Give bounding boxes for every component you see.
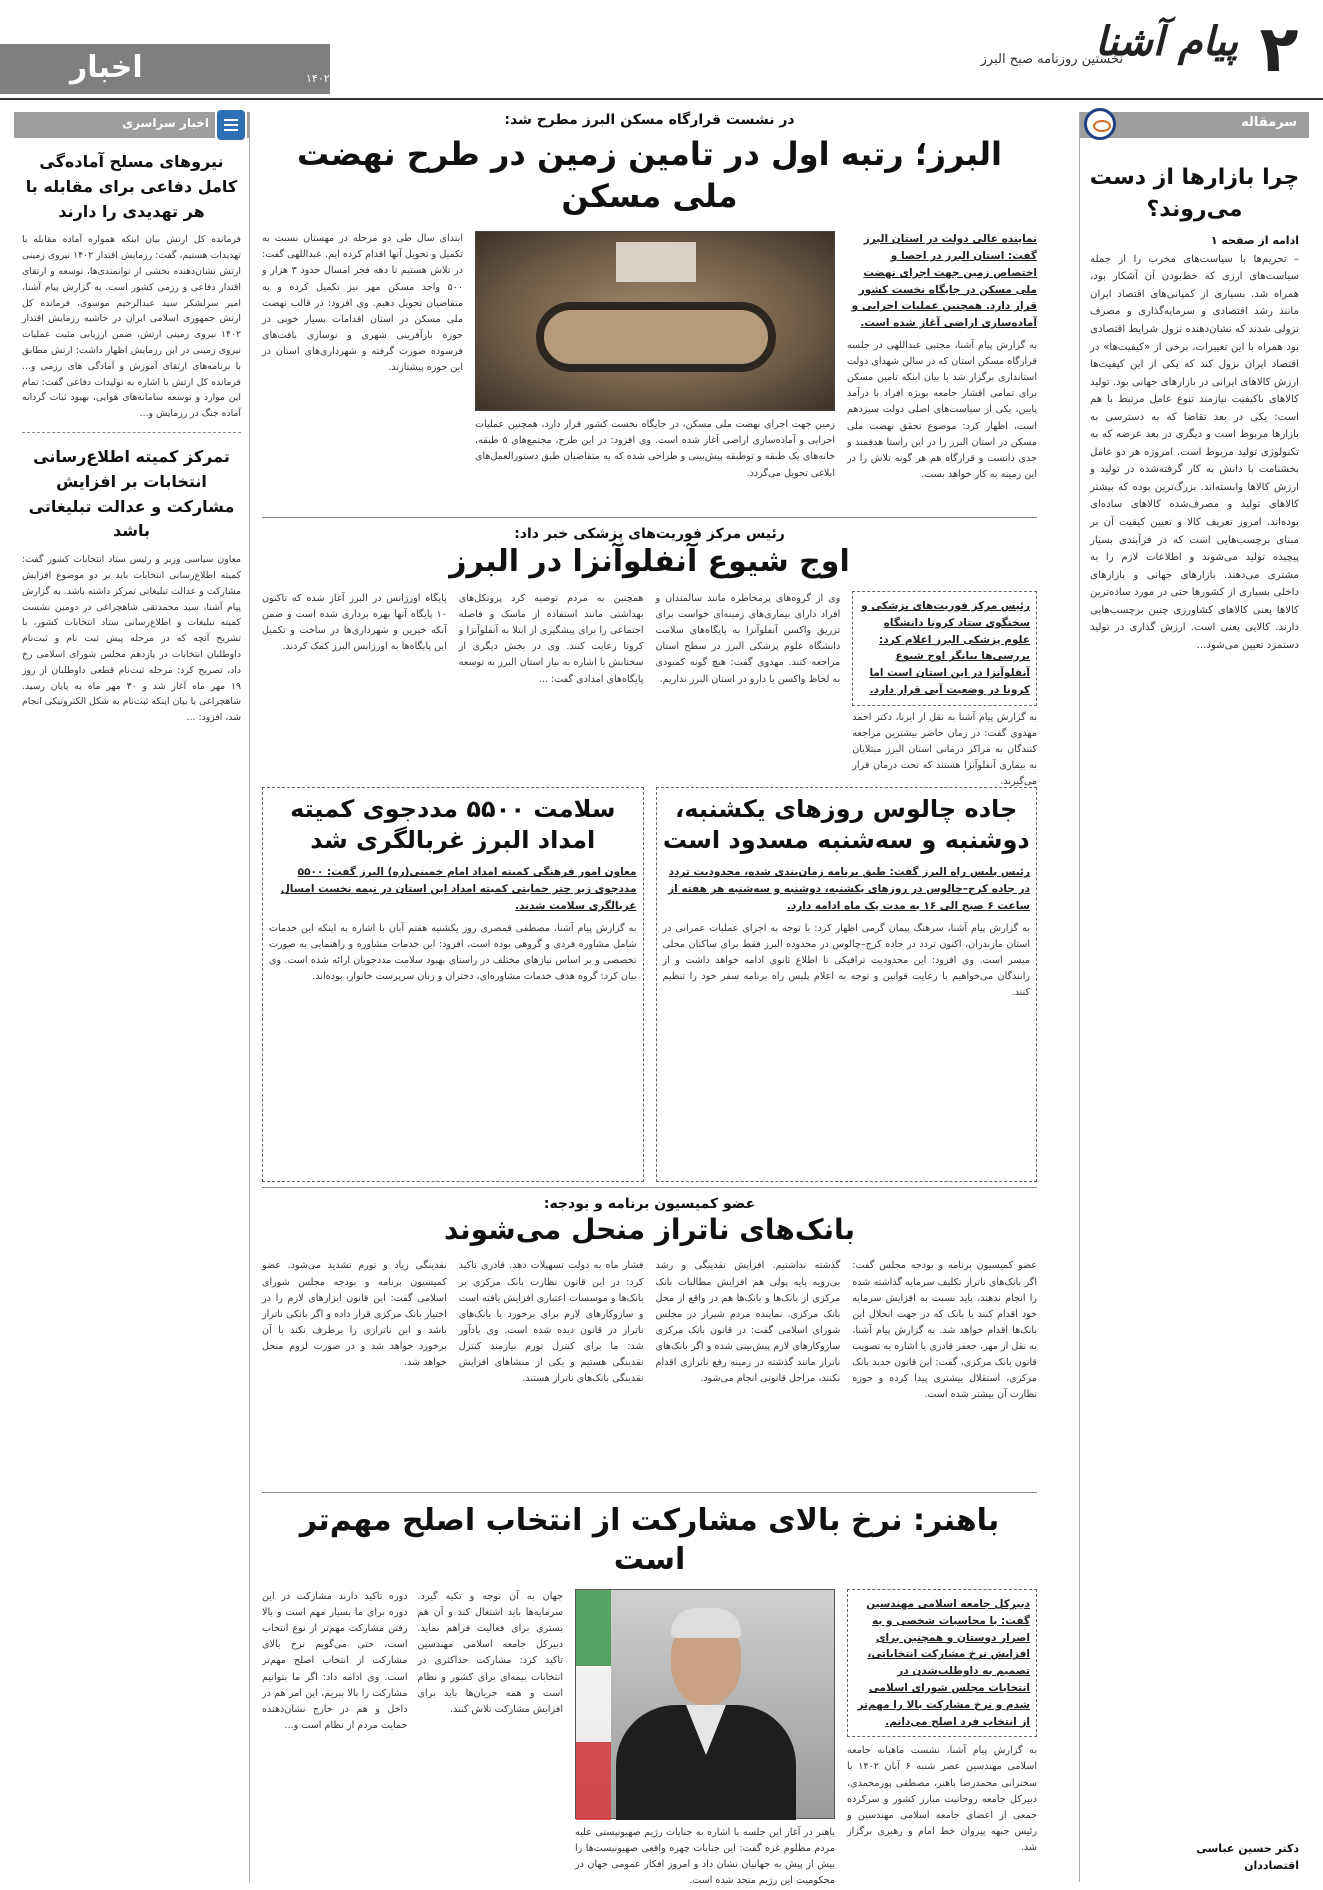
election-committee-title: تمرکز کمیته اطلاع‌رسانی انتخابات بر افزایش مشارکت و عدالت تبلیغاتی باشد	[28, 446, 235, 541]
bahonar-headline: باهنر: نرخ بالای مشارکت از انتخاب اصلح مهم‌تر است	[299, 1503, 1000, 1577]
masthead	[0, 0, 1323, 100]
flag-graphic	[576, 1590, 611, 1820]
photo-screen	[616, 242, 696, 282]
banks-col-4: نقدینگی زیاد و تورم تشدید می‌شود. عضو کمیسیون برنامه و بودجه مجلس شورای اسلامی گفت: این قانون ابزارهای لازم را در اختیار بانک مرکزی قرار داده و اگر بانکی ناتراز باشد و این ناترازی را برطرف نکند با آن برخورد خواهد شد و در صورت لزوم منحل خواهد شد.	[262, 1260, 447, 1369]
banks-kicker: عضو کمیسیون برنامه و بودجه:	[543, 1196, 756, 1212]
author-role: اقتصاددان	[1244, 1858, 1299, 1872]
housing-kicker: در نشست قرارگاه مسکن البرز مطرح شد:	[504, 112, 795, 128]
chalus-story	[656, 787, 1038, 1182]
notepad-icon	[215, 108, 247, 142]
relief-headline: سلامت ۵۵۰۰ مددجوی کمیته امداد البرز غربالگری شد	[290, 795, 616, 855]
armed-forces-title: نیروهای مسلح آماده‌گی کامل دفاعی برای مقابله با هر تهدیدی را دارند	[25, 152, 238, 221]
meeting-photo	[475, 231, 835, 411]
bahonar-body-2: باهنر در آغاز این جلسه با اشاره به جنایات رژیم صهیونیستی علیه مردم مظلوم غزه گفت: این جنایات چهره واقعی صهیونیست‌ها را بیش از پیش به جهانیان نشان داد و امروز افکار عمومی جهان در محکومیت این رژیم متحد شده است.	[575, 1827, 835, 1887]
flu-body-1: به گزارش پیام آشنا به نقل از ایرنا، دکتر احمد مهدوی گفت: در زمان حاضر بیشترین مراجعه کنندگان به مراکز درمانی استان البرز مبتلایان به بیماری آنفلوآنزا هستند که تحت درمان قرار می‌گیرند.	[852, 711, 1037, 788]
flu-body-2: وی از گروه‌های پرمخاطره مانند سالمندان و افراد دارای بیماری‌های زمینه‌ای خواست برای تزریق واکسن آنفلوآنزا به پایگاه‌های سلامت دانشگاه علوم پزشکی البرز در سطح استان مراجعه کنند. مهدوی گفت: هیچ گونه کمبودی به لحاظ واکسن یا دارو در استان البرز نداریم.	[655, 593, 841, 685]
editorial-body: – تحریم‌ها با سیاست‌های مخرب را از جمله سیاست‌های ارزی که خط‌بودن آن آشکار بود، همراه شد. بسیاری از کمپانی‌های اقتصاد ایران مانند رشد اقتصادی و سرمایه‌گذاری و مصرف نزولی شدند که نشان‌دهنده نزول شرایط اقتصادی بود همراه با این تغییرات، برخی از «کیفیت‌ها» در اقتصاد ایران نزول کند که یکی از این کیفیت‌ها ارزش کالاهای ایرانی در بازارهای جهانی بود. تولید کالاهای باکیفیت نیازمند تنوع عامل مرتبط با هم است: یکی در بعد تقاضا که به دسترسی به بازارها مربوط است و دیگری در بعد عرضه که به تکنولوژی تولید مربوط است. امروزه هر دو عامل بخشنامت با دانش به کار گرفته‌شده در تولید و ارزش کالاها وابسته‌اند. بزرگ‌ترین بوده که بیشتر کالاهای تولید و مصرف‌شده کالاهای ساده‌ای بوده‌اند. امروز تعریف کالا و تعیین کیفیت آن بر مبنای برچسب‌هایی است که در فرآیندی بسیار پیچیده تولید می‌شوند و اطلاعات لازم را به مشتری می‌دهند. بازارهای جهانی و بازارهای داخلی بسیاری از کشورها حتی در مورد ساده‌ترین کالاها یعنی کالاهای کشاورزی چنین برچسب‌هایی دارند. کالایی یعنی است. ارزش گذاری در تولید دستمزد تعیین می‌شود...	[1090, 253, 1299, 651]
section-title: اخبار	[70, 50, 143, 85]
housing-body-3: ابتدای سال طی دو مرحله در مهستان نسبت به تکمیل و تحویل آنها اقدام کرده ایم. عبداللهی گفت: در تلاش هستیم تا دهه فجر امسال حدود ۳ هزار و ۵۰۰ واحد مسکن مهر نیز تکمیل کرده و به متقاضیان تحویل دهیم. وی افزود: در قالب نهضت ملی مسکن در استان اقدامات بسیار خوبی در حوزه بازآفرینی شهری و نوسازی بافت‌های فرسوده صورت گرفته و شهرداری‌های استان در این حوزه پیشتازند.	[262, 233, 464, 374]
chalus-summary: رئیس پلیس راه البرز گفت: طبق برنامه زمان‌بندی شده، محدودیت تردد در جاده کرج–چالوس در روزهای یکشنبه، دوشنبه و سه‌شنبه هر هفته از ساعت ۶ صبح الی ۱۶ به مدت یک ماه ادامه دارد.	[668, 866, 1030, 912]
bahonar-body-1: به گزارش پیام آشنا، نشست ماهیانه جامعه اسلامی مهندسین عصر شنبه ۶ آبان ۱۴۰۲ با سخنرانی محمدرضا باهنر، مصطفی پورمحمدی، دبیرکل جامعه روحانیت مبارز کشور و سرکرده جمعی از اعضای جامعه اسلامی مهندسین و رئیس جبهه پیروان خط امام و رهبری برگزار شد.	[847, 1745, 1037, 1854]
flu-story	[262, 517, 1037, 788]
housing-headline: البرز؛ رتبه اول در تامین زمین در طرح نهضت ملی مسکن	[297, 135, 1002, 215]
editorial-label-bar	[1080, 112, 1309, 138]
national-news-label-bar	[14, 112, 249, 138]
flu-summary: رئیس مرکز فوریت‌های پزشکی و سخنگوی ستاد کرونا دانشگاه علوم پزشکی البرز اعلام کرد: بررسی‌ها بیانگر اوج شیوع آنفلوآنزا در این استان است اما کرونا در وضعیت آبی قرار دارد.	[852, 591, 1037, 706]
bahonar-body-3: جهان به آن توجه و تکیه گیرد. سرمایه‌ها باید اشتغال کند و آن هم بستری برای فعالیت فراهم نماید. دبیرکل جامعه اسلامی مهندسین تاکید کرد: مشارکت حداکثری در انتخابات بیمه‌ای برای کشور و نظام است و همه جریان‌ها باید برای افزایش مشارکت تلاش کنند.	[417, 1591, 563, 1715]
housing-summary: نماینده عالی دولت در استان البرز گفت: استان البرز در احصا و اختصاص زمین جهت اجرای نهضت ملی مسکن در جایگاه نخست کشور قرار دارد. همچنین عملیات اجرایی و آماده‌سازی اراضی آغاز شده است.	[851, 233, 1037, 330]
banks-story	[262, 1187, 1037, 1487]
bahonar-story	[262, 1492, 1037, 1887]
page-number: ۲	[1259, 13, 1299, 87]
issue-number: شماره ۲۴۰۴	[352, 52, 410, 65]
bahonar-photo	[575, 1589, 835, 1819]
banks-col-1: عضو کمیسیون برنامه و بودجه مجلس گفت: اگر بانک‌های ناتراز تکلیف سرمایه‌ گذاشته شده را انجام ندهند، باید نسبت به افزایش سرمایه خود اقدام کنند یا بانک که در جهت انحلال این بانک‌ها اقدام خواهد شد. به گزارش پیام آشنا، به نقل از مهر، جعفر قادری با اشاره به تصویب قانون بانک مرکزی، گفت: این قانون جدید بانک مرکزی، استقلال بیشتری پیدا کرده و حوزه نظارت آن بیشتر شده است.	[852, 1260, 1037, 1401]
relief-story	[262, 787, 644, 1182]
flu-body-4: پایگاه اورژانس در البرز آغاز شده که تاکنون ۱۰ پایگاه آنها بهره برداری شده است و ضمن آنکه خیرین و شهرداری‌ها در ساخت و تکمیل این پایگاه‌ها به اورژانس البرز کمک کردند.	[262, 593, 447, 653]
newspaper-tagline: نخستین روزنامه صبح البرز	[980, 52, 1123, 67]
author-name: دکتر حسین عباسی	[1196, 1842, 1299, 1855]
editorial-label: سرمقاله	[1241, 115, 1297, 130]
center-content	[262, 112, 1037, 1887]
election-committee-body: معاون سیاسی وزیر و رئیس ستاد انتخابات کشور گفت: کمیته اطلاع‌رسانی انتخابات باید بر دو موضوع افزایش مشارکت و عدالت تبلیغاتی تمرکز داشته باشد. به گزارش پیام آشنا، سید محمدتقی شاهچراغی در دومین نشست کمیته تبلیغات و اطلاع‌رسانی ستاد انتخابات کشور، با تشریح آنچه که در مرحله پیش ثبت نام و ثبت‌نام داوطلبان انتخابات در یازدهم مجلس شورای اسلامی رخ داد، تصریح کرد: مرحله ثبت‌نام قطعی داوطلبان از روز ۱۹ مهر ماه آغاز شد و ۳۰ مهر ماه به پایان رسید. شاهچراغی با بیان اینکه ثبت‌نام به شکل الکترونیکی انجام شد، افزود: ...	[22, 554, 241, 724]
issue-date: دوشنبه / ۸ آبان / ۱۴۰۲	[306, 72, 410, 85]
bahonar-summary: دبیرکل جامعه اسلامی مهندسین گفت: با محاسبات شخصی و به اصرار دوستان و همچنین برای افزایش نرخ مشارکت انتخاباتی، تصمیم به داوطلب‌شدن در انتخابات مجلس شورای اسلامی شدم و نرخ مشارکت بالا را مهم‌تر از انتخاب فرد اصلح می‌دانم.	[847, 1589, 1037, 1737]
photo-hair	[671, 1608, 741, 1638]
banks-col-3: فشار ماه به دولت تسهیلات دهد. قادری تاکید کرد: در این قانون نظارت بانک مرکزی بر بانک‌ها و موسسات اعتباری افزایش یافته است و سازوکارهای لازم برای برخورد با بانک‌های ناتراز در قانون دیده شده است. وی یادآور شد: ما برای کنترل تورم نیازمند کنترل نقدینگی هستیم و یکی از منشاهای افزایش نقدینگی بانک‌های ناتراز هستند.	[458, 1260, 644, 1385]
eye-icon	[1084, 108, 1116, 140]
housing-body-2: زمین جهت اجرای نهضت ملی مسکن، در جایگاه نخست کشور قرار دارد، همچنین عملیات اجرایی و آماده‌سازی اراضی آغاز شده است. وی افزود: در این طرح، مجتمع‌های ۵ طبقه، خانه‌های یک طبقه و توطبقه پیش‌بینی و طراحی شده که به متقاضیان طبق دستورالعمل‌های ابلاغی تحویل می‌گردد.	[475, 419, 835, 479]
divider	[22, 432, 241, 433]
banks-headline: بانک‌های ناتراز منحل می‌شوند	[443, 1213, 856, 1246]
photo-table	[536, 302, 776, 372]
flu-body-3: همچنین به مردم توصیه کرد پروتکل‌های بهداشتی مانند استفاده از ماسک و فاصله اجتماعی را برای پیشگیری از ابتلا به آنفلوآنزا و کرونا رعایت کنند. وی در بخش دیگری از سخنانش با اشاره به نیاز استان البرز به توسعه پایگاه‌های امدادی گفت: ...	[458, 593, 644, 685]
chalus-body: به گزارش پیام آشنا، سرهنگ پیمان گرمی اظهار کرد: با توجه به اجرای عملیات عمرانی در استان مازندران، اکنون تردد در جاده کرج–چالوس در محدوده البرز فقط برای ساکنان محلی میسر است. وی افزود: این محدودیت ترافیکی تا اطلاع ثانوی ادامه خواهد داشت و از رانندگان می‌خواهیم با رعایت قوانین و توجه به اعلام پلیس راه برنامه سفر خود را تنظیم کنند.	[662, 922, 1030, 999]
editorial-continued: ادامه از صفحه ۱	[1210, 233, 1299, 247]
flu-kicker: رئیس مرکز فوریت‌های پزشکی خبر داد:	[514, 526, 785, 542]
editorial-title: چرا بازارها از دست می‌روند؟	[1089, 165, 1300, 222]
editorial-author	[1196, 1841, 1299, 1874]
relief-summary: معاون امور فرهنگی کمیته امداد امام خمینی(ره) البرز گفت: ۵۵۰۰ مددجوی زیر چتر حمایتی کمیته امداد این استان در نیمه نخست امسال غربالگری سلامت شدند.	[280, 866, 637, 912]
chalus-headline: جاده چالوس روزهای یکشنبه، دوشنبه و سه‌شنبه مسدود است	[662, 795, 1030, 855]
flu-headline: اوج شیوع آنفلوآنزا در البرز	[449, 544, 850, 579]
boxed-stories-row	[262, 787, 1037, 1182]
relief-body: به گزارش پیام آشنا، مصطفی قمصری روز یکشنبه هفتم آبان با اشاره به اینکه این خدمات شامل مشاوره فردی و گروهی بوده است، افزود: این خدمات مشاوره و راهنمایی به صورت تخصصی و بر اساس نیازهای مختلف در راستای بهبود سلامت مددجویان ارائه شده است. وی بیان کرد: گروه هدف خدمات مشاوره‌ای، دختران و زنان سرپرست خانوار، بوده‌اند.	[269, 922, 637, 983]
newspaper-logo: پیام آشنا	[1095, 18, 1238, 65]
housing-story	[262, 112, 1037, 512]
armed-forces-body: فرمانده کل ارتش بیان اینکه همواره آماده مقابله با تهدیدات هستیم، گفت: رزمایش اقتدار ۱۴۰۲ نیروی زمینی ارتش نشان‌دهنده بخشی از توانمندی‌ها، توسعه و ارتقای اقتدار دفاعی و رزمی کشور است. به گزارش پیام آشنا، امیر سرلشکر سید عبدالرحیم موسوی، فرمانده کل ارتش جمهوری اسلامی ایران در حاشیه رزمایش اقتدار ۱۴۰۲ نیروی زمینی ارتش، ضمن ارزیابی مثبت عملیات نیروی زمینی در این رزمایش اظهار داشت: ارتش مطابق با برنامه‌های ارتقای آموزش و آمادگی های رزمی و... فرمانده کل ارتش با اشاره به تولیدات دفاعی گفت: تمام این موارد و توسعه سامانه‌های هوایی، بهبود ثبات گردانه آماده جنگ در رزمایش و...	[22, 234, 242, 420]
bahonar-body-4: دوره تاکید دارند مشارکت در این دوره برای ما بسیار مهم است و بالا رفتن مشارکت مهم‌تر از نوع انتخاب است، حتی می‌گویم نرخ بالای مشارکت از انتخاب اصلح مهم‌تر است. وی ادامه داد: اگر ما بتوانیم مشارکت را بالا ببریم، این امر هم در داخل و هم در خارج نشان‌دهنده حمایت مردم از نظام است و...	[262, 1591, 408, 1731]
national-news-column	[14, 112, 250, 1882]
housing-body-1: به گزارش پیام آشنا، مجتبی عبداللهی در جلسه قرارگاه مسکن استان که در سالن شهدای دولت استانداری برگزار شد با بیان اینکه تامین مسکن برای تمامی اقشار جامعه بویژه افراد با درآمد پایین، یکی از سیاست‌های اصلی دولت سیزدهم است، اظهار کرد: موضوع تحقق نهضت ملی مسکن در استان البرز را در این راستا هدفمند و جدی دانست و قرارگاه هم هر گونه تلاش را در این زمینه به کار خواهد بست.	[847, 339, 1037, 480]
national-news-label: اخبار سراسری	[122, 116, 209, 130]
banks-col-2: گذشته نداشتیم. افزایش نقدینگی و رشد بی‌رویه پایه پولی هم افزایش مطالبات بانک مرکزی از بانک‌ها و بانک‌ها هم در واقع از محل بانک مرکزی. نماینده مردم شیراز در مجلس شورای اسلامی گفت: در قانون بانک مرکزی سازوکارهای لازم پیش‌بینی شده و اگر بانک‌های ناتراز مانند گذشته در زمینه رفع ناترازی اقدام نکنند، مراحل قانونی انجام می‌شود.	[655, 1260, 841, 1385]
editorial-column	[1079, 112, 1309, 1882]
